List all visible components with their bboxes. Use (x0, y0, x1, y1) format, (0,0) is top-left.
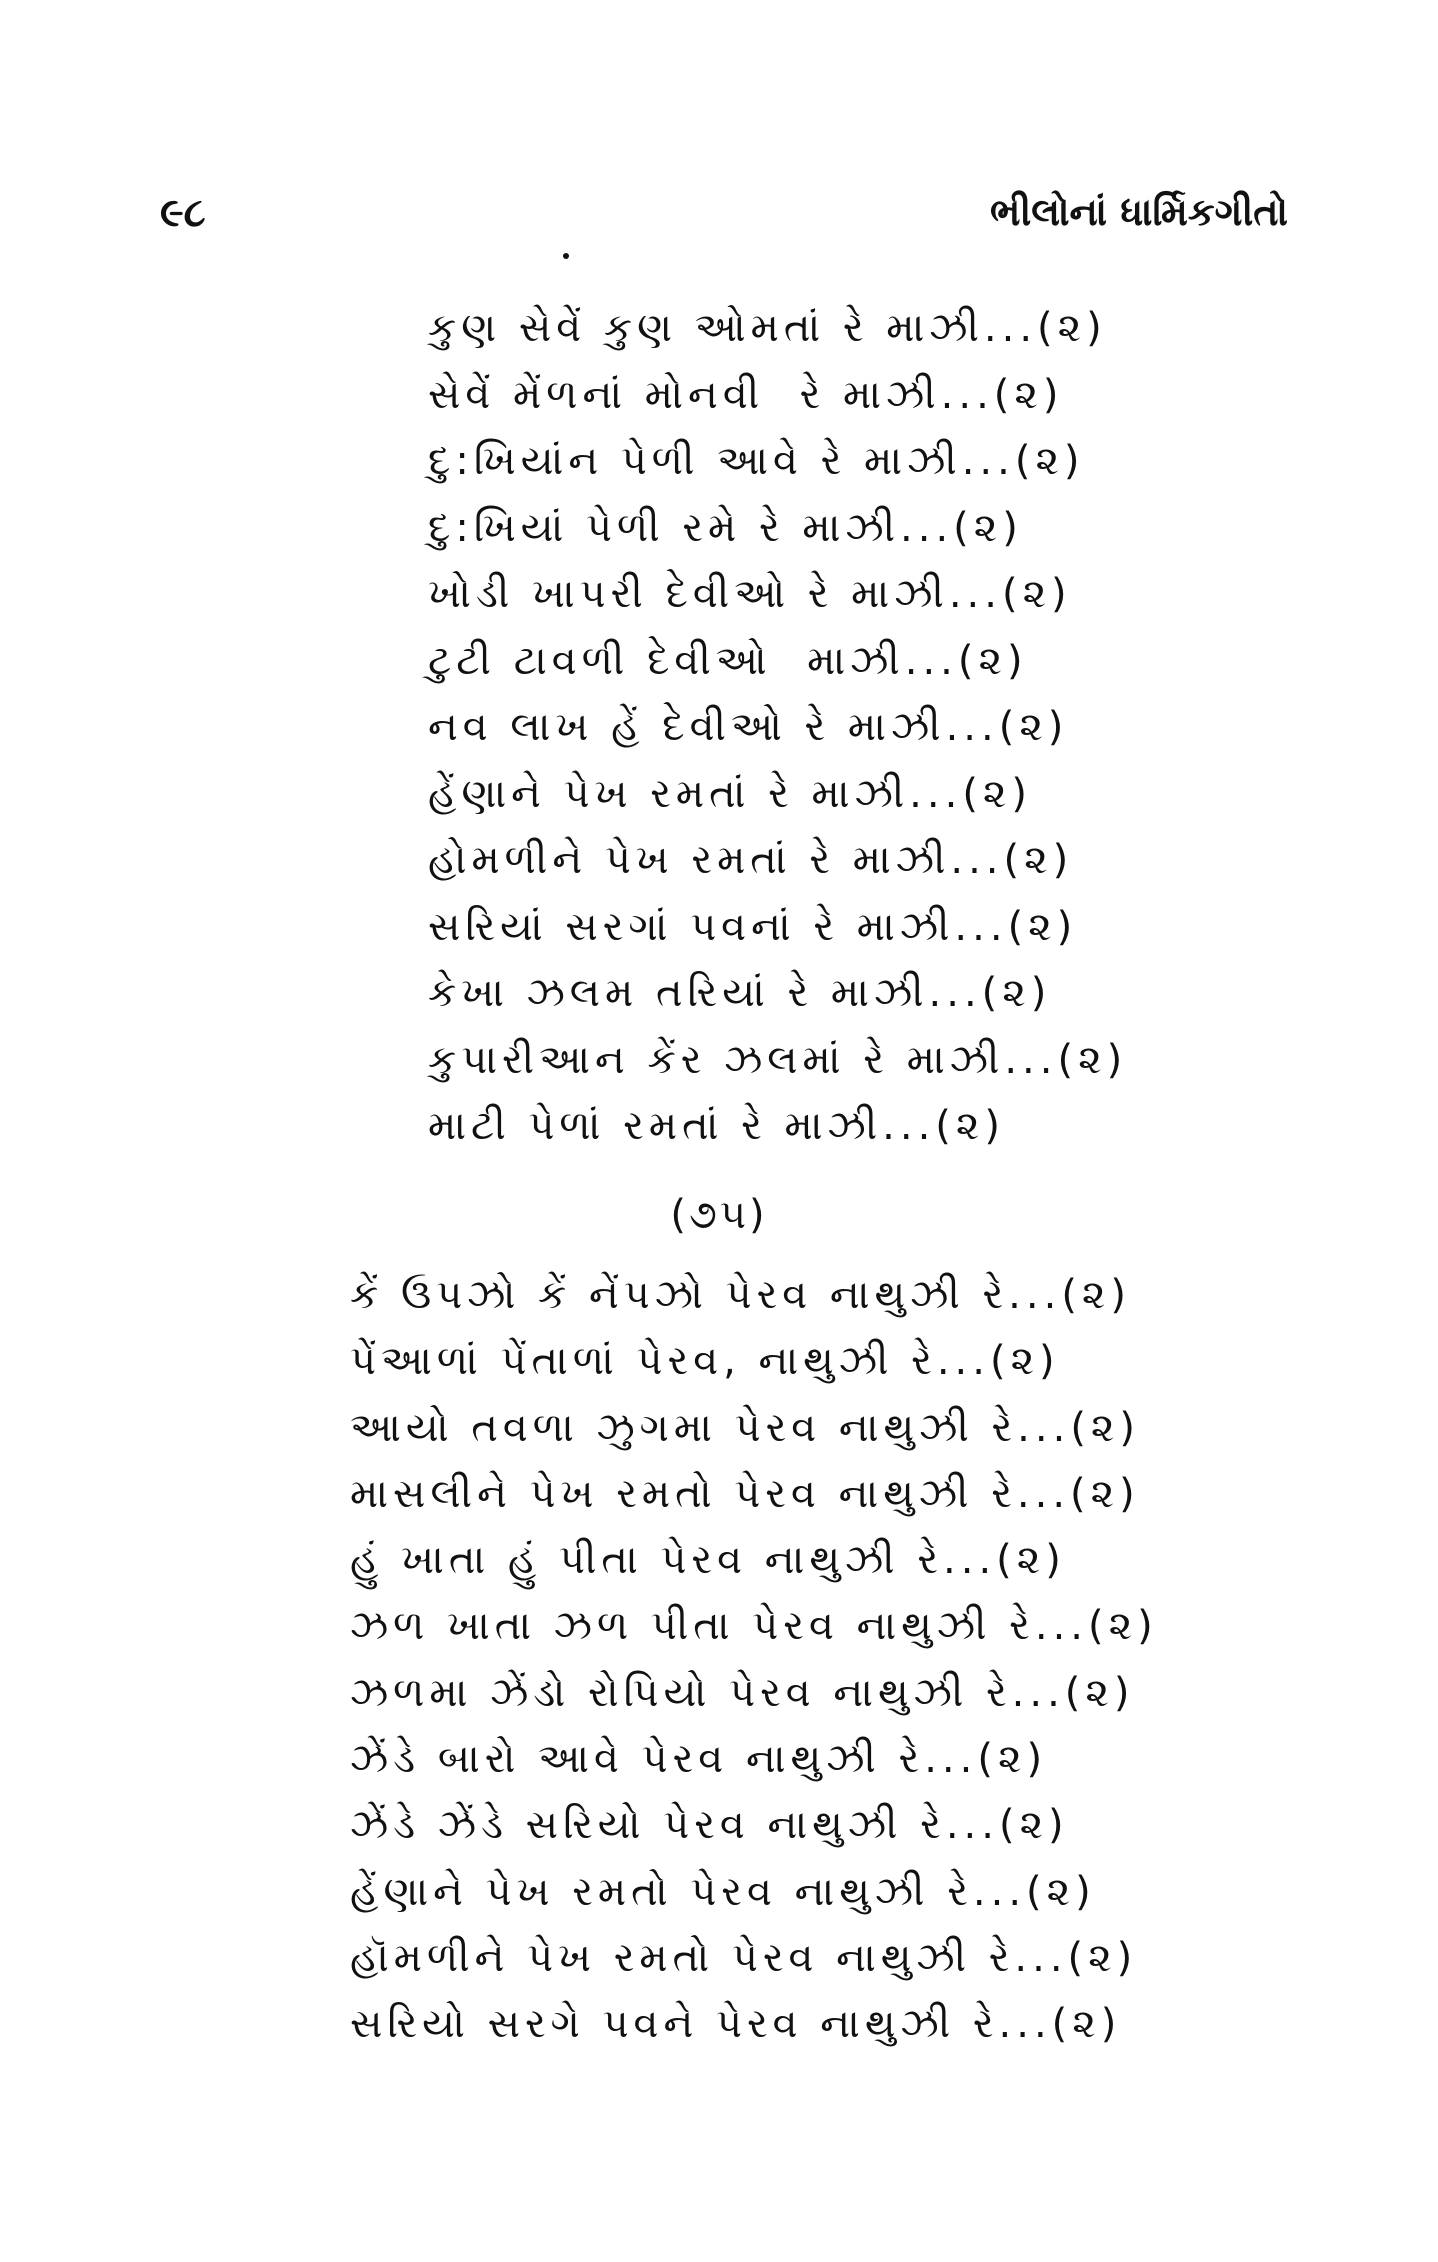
poem-verse-block (428, 295, 1127, 1160)
verse-line: હું ખાતા હું પીતા પેરવ નાથુઝી રે...(૨) (350, 1537, 1066, 1584)
verse-line: સરિયો સરગે પવને પેરવ નાથુઝી રે...(૨) (350, 2001, 1122, 2048)
verse-line: માસલીને પેખ રમતો પેરવ નાથુઝી રે...(૨) (350, 1470, 1140, 1517)
verse-line: સરિયાં સરગાં પવનાં રે માઝી...(૨) (428, 903, 1078, 950)
verse-line: ઝળ ખાતા ઝળ પીતા પેરવ નાથુઝી રે...(૨) (350, 1603, 1158, 1650)
verse-line: માટી પેળાં રમતાં રે માઝી...(૨) (428, 1103, 1005, 1149)
verse-line: પેંઆળાં પેંતાળાં પેરવ, નાથુઝી રે...(૨) (350, 1338, 1060, 1385)
page-number: ૯૮ (160, 190, 206, 236)
verse-line: હેંણાને પેખ રમતાં રે માઝી...(૨) (428, 770, 1033, 817)
running-title: ભીલોનાં ધાર્મિકગીતો (989, 190, 1288, 234)
verse-line: ઝેંડે બારો આવે પેરવ નાથુઝી રે...(૨) (350, 1736, 1048, 1783)
verse-line: હૉમળીને પેખ રમતો પેરવ નાથુઝી રે...(૨) (350, 1934, 1138, 1981)
verse-line: હેંણાને પેખ રમતો પેરવ નાથુઝી રે...(૨) (350, 1868, 1096, 1915)
poem-verse-block (350, 1262, 1158, 2058)
verse-line: નવ લાખ હેં દેવીઓ રે માઝી...(૨) (428, 704, 1069, 750)
verse-line: ટુટી ટાવળી દેવીઓ માઝી...(૨) (428, 637, 1028, 684)
verse-line: કુણ સેવેં કુણ ઓમતાં રે માઝી...(૨) (428, 305, 1107, 351)
verse-line: કુપારીઆન કેંર ઝલમાં રે માઝી...(૨) (428, 1036, 1128, 1083)
page-header (0, 190, 1438, 260)
song-number: (૭૫) (670, 1192, 768, 1238)
verse-line: દુ:ખિયાંન પેળી આવે રે માઝી...(૨) (428, 438, 1085, 484)
verse-line: સેવેં મેંળનાં મોનવી રે માઝી...(૨) (428, 371, 1064, 418)
verse-line: કેં ઉપઝો કેં નેંપઝો પેરવ નાથુઝી રે...(૨) (350, 1272, 1132, 1318)
verse-line: આયો તવળા ઝુગમા પેરવ નાથુઝી રે...(૨) (350, 1404, 1141, 1451)
verse-line: ઝેંડે ઝેંડે સરિયો પેરવ નાથુઝી રે...(૨) (350, 1802, 1069, 1849)
verse-line: ખોડી ખાપરી દેવીઓ રે માઝી...(૨) (428, 571, 1072, 617)
verse-line: હોમળીને પેખ રમતાં રે માઝી...(૨) (428, 837, 1074, 883)
verse-line: ઝળમા ઝેંડો રોપિયો પેરવ નાથુઝી રે...(૨) (350, 1669, 1135, 1716)
print-dot (563, 253, 569, 259)
verse-line: દુ:ખિયાં પેળી રમે રે માઝી...(૨) (428, 504, 1023, 551)
verse-line: કેખા ઝલમ તરિયાં રે માઝી...(૨) (428, 970, 1052, 1016)
